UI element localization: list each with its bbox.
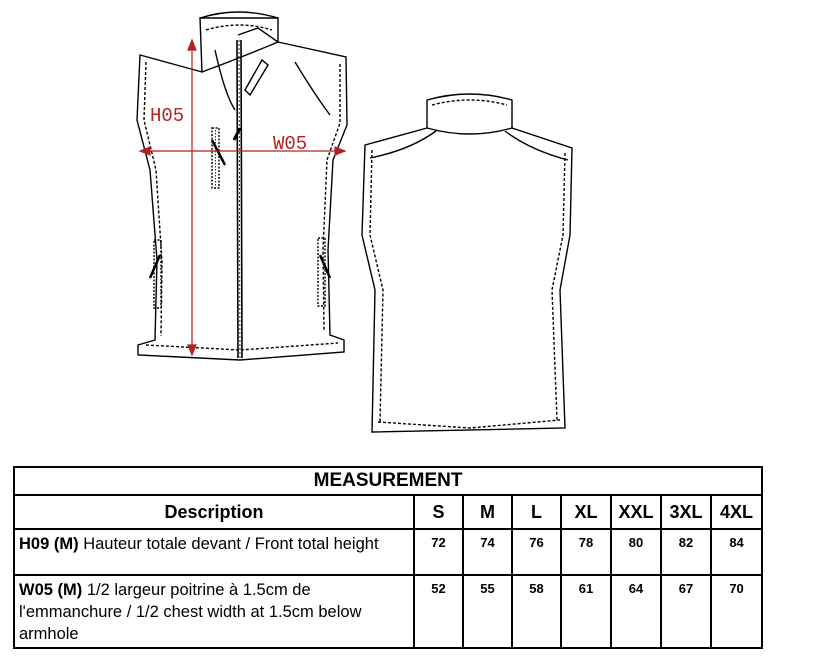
value-cell: 72 (414, 529, 463, 575)
size-header: XXL (611, 495, 661, 529)
size-header: 4XL (711, 495, 762, 529)
size-header: XL (561, 495, 611, 529)
size-header: S (414, 495, 463, 529)
value-cell: 58 (512, 575, 561, 648)
value-cell: 80 (611, 529, 661, 575)
description-header: Description (14, 495, 414, 529)
row-description (14, 575, 414, 648)
header-row (14, 495, 762, 529)
vest-front-view (137, 12, 347, 360)
measurement-table (13, 466, 763, 649)
value-cell: 61 (561, 575, 611, 648)
size-header: L (512, 495, 561, 529)
measurement-text: Hauteur totale devant / Front total height (83, 535, 379, 553)
size-header: M (463, 495, 512, 529)
measurement-text: 1/2 largeur poitrine à 1.5cm de l'emmanchure / 1/2 chest width at 1.5cm below armhole (19, 581, 362, 643)
value-cell: 55 (463, 575, 512, 648)
height-dimension-label: H05 (150, 105, 185, 127)
width-dimension-label: W05 (273, 133, 308, 155)
table-row (14, 529, 762, 575)
value-cell: 84 (711, 529, 762, 575)
vest-back-view (362, 94, 572, 432)
measurement-code: H09 (M) (19, 535, 79, 553)
table-title: MEASUREMENT (14, 467, 762, 495)
value-cell: 82 (661, 529, 711, 575)
value-cell: 70 (711, 575, 762, 648)
value-cell: 76 (512, 529, 561, 575)
value-cell: 74 (463, 529, 512, 575)
table-row (14, 575, 762, 648)
measurement-table-container (13, 466, 761, 649)
size-header: 3XL (661, 495, 711, 529)
row-description (14, 529, 414, 575)
value-cell: 67 (661, 575, 711, 648)
value-cell: 64 (611, 575, 661, 648)
value-cell: 78 (561, 529, 611, 575)
value-cell: 52 (414, 575, 463, 648)
measurement-code: W05 (M) (19, 581, 83, 599)
